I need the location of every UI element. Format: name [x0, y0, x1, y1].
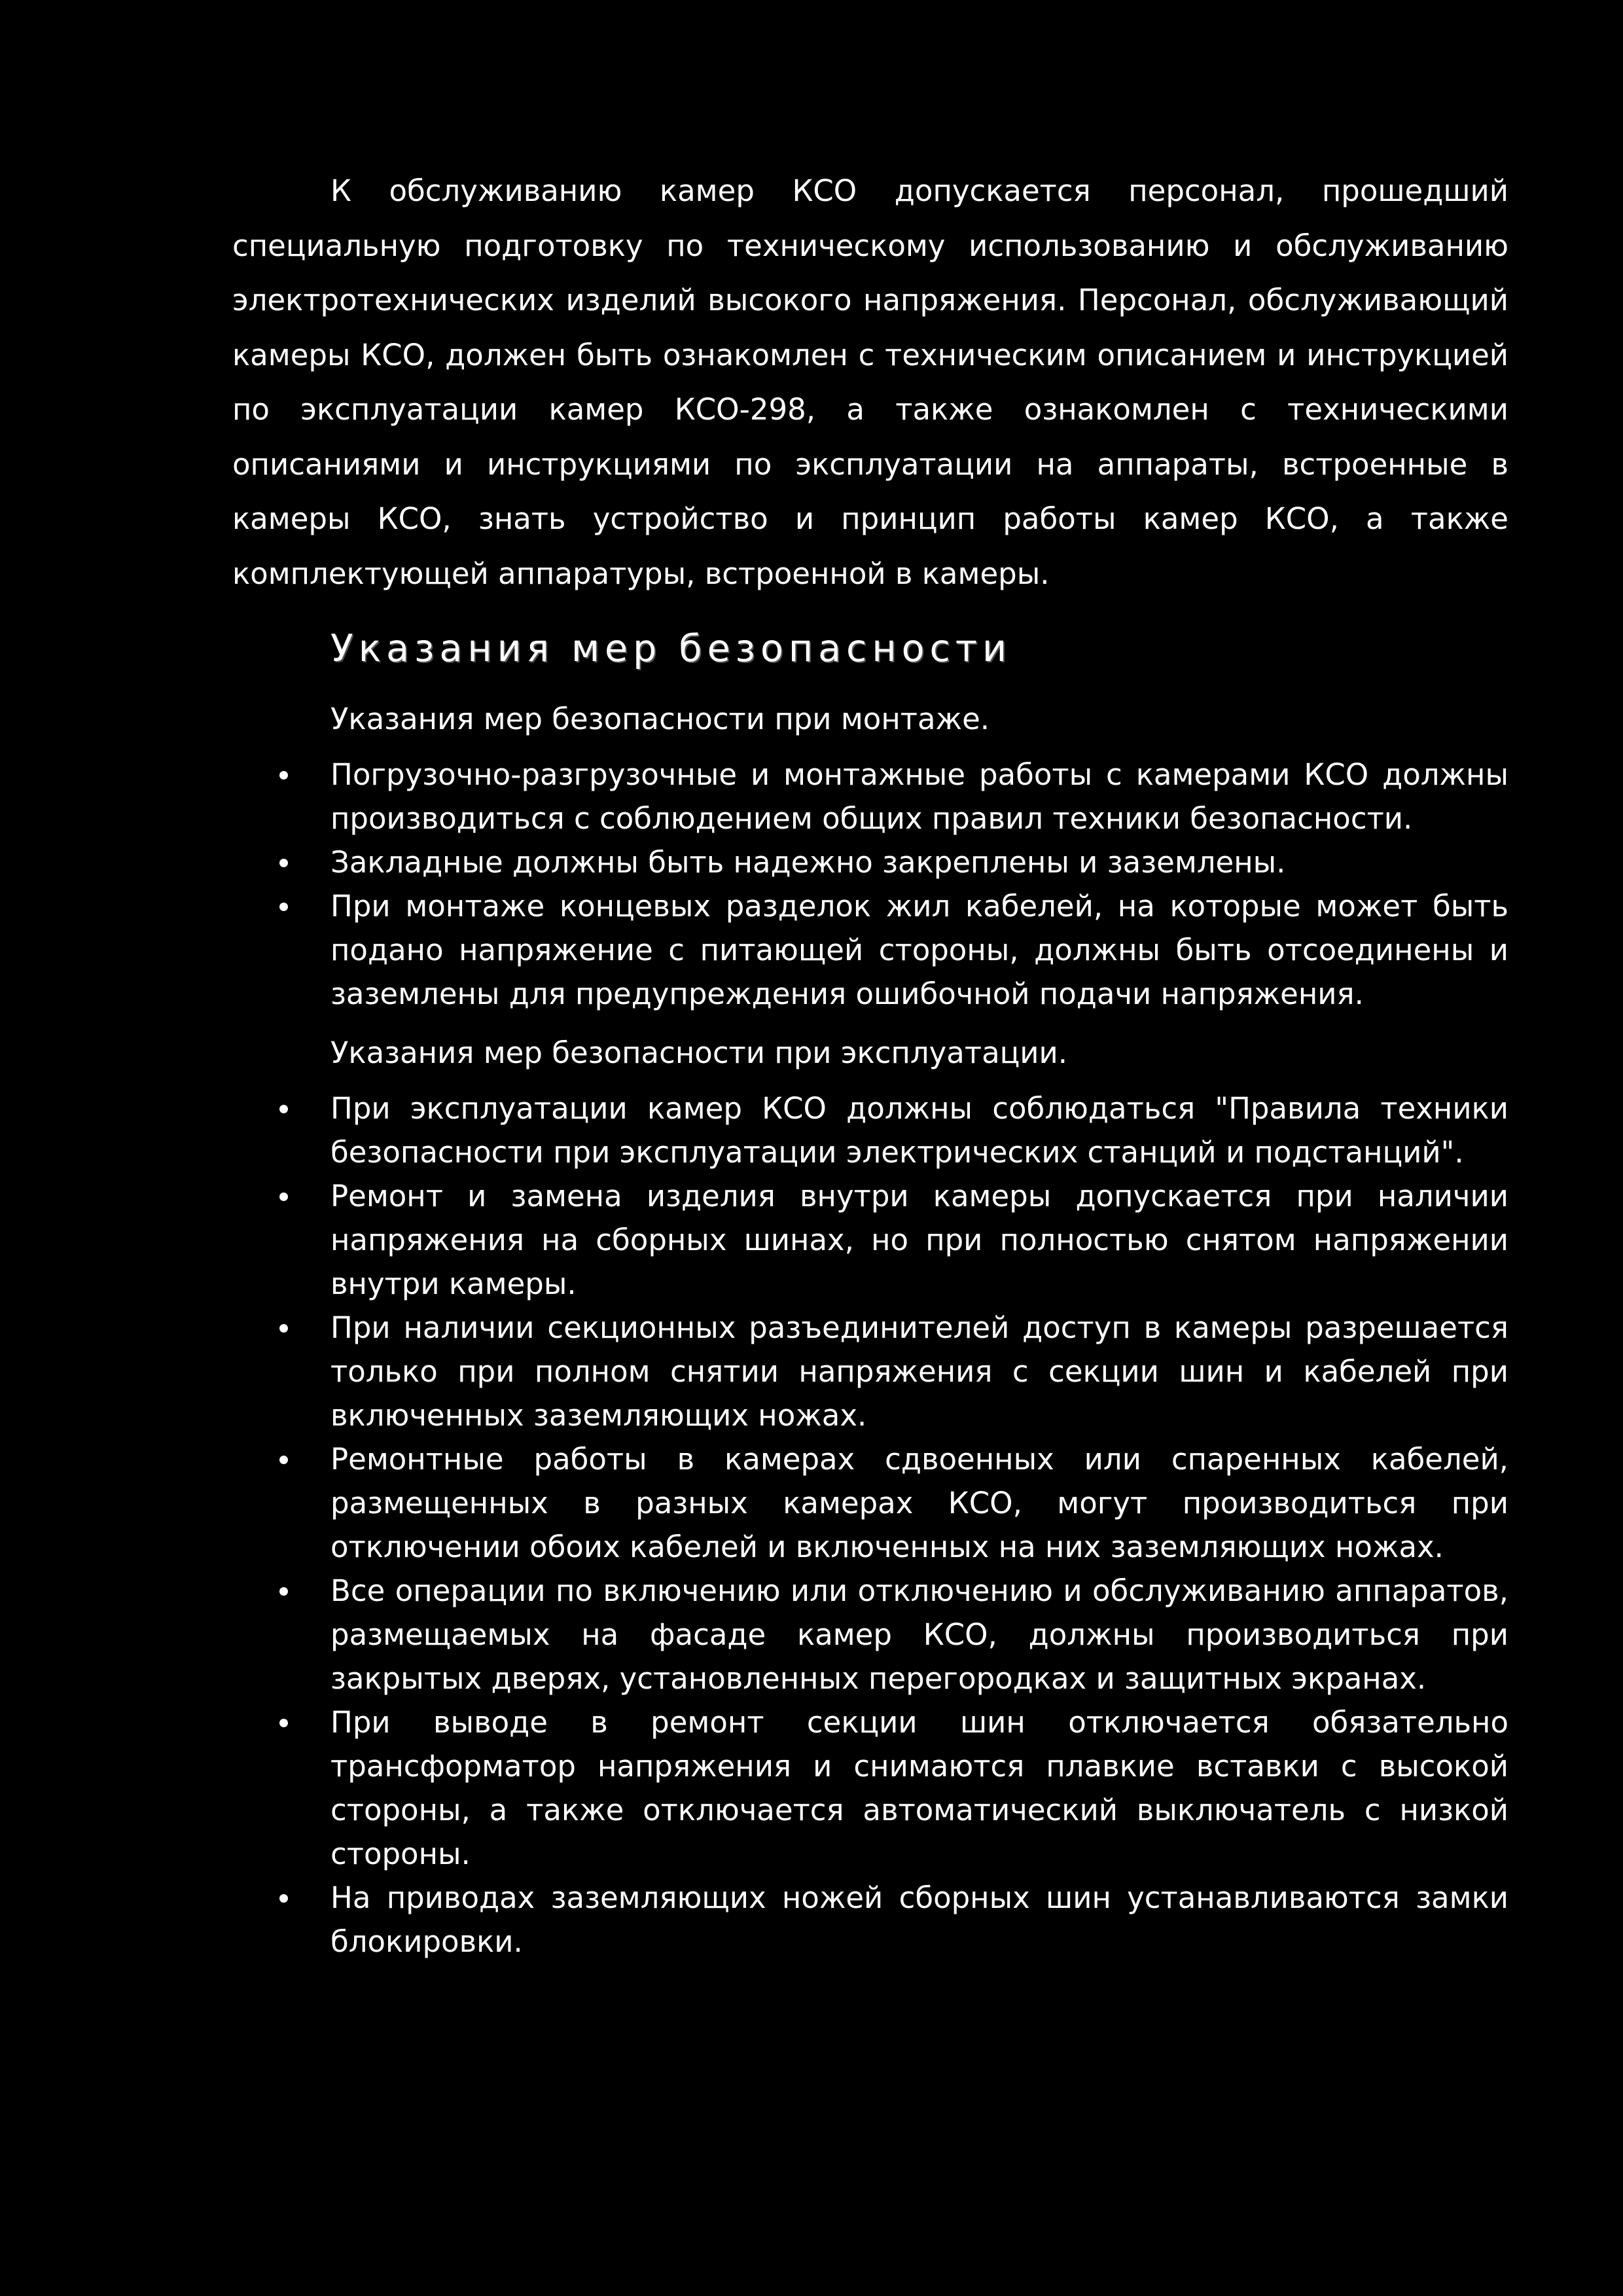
list-item-text: При наличии секционных разъединителей доступ в камеры разрешается только при полном снятии напряжения с секции шин и кабелей при включенных заземляющих ножах. [330, 1310, 1508, 1433]
operation-list [232, 1086, 1508, 1964]
list-item-text: На приводах заземляющих ножей сборных шин устанавливаются замки блокировки. [330, 1880, 1508, 1959]
bullet-icon [279, 903, 288, 911]
list-item-text: При эксплуатации камер КСО должны соблюдаться "Правила техники безопасности при эксплуатации электрических станций и подстанций". [330, 1091, 1508, 1170]
list-item [232, 840, 1508, 884]
list-item [232, 1876, 1508, 1964]
list-item-text: При выводе в ремонт секции шин отключается обязательно трансформатор напряжения и снимаются плавкие вставки с высокой стороны, а также отключается автоматический выключатель с низкой стороны. [330, 1705, 1508, 1871]
list-item-text: Закладные должны быть надежно закреплены и заземлены. [330, 845, 1286, 880]
operation-subheading: Указания мер безопасности при эксплуатации. [330, 1035, 1068, 1070]
bullet-icon [279, 1719, 288, 1727]
list-item [232, 1700, 1508, 1876]
list-item [232, 884, 1508, 1016]
bullet-icon [279, 1587, 288, 1596]
list-item [232, 1086, 1508, 1174]
bullet-icon [279, 1324, 288, 1333]
bullet-icon [279, 859, 288, 867]
list-item [232, 1174, 1508, 1306]
bullet-icon [279, 771, 288, 780]
list-item-text: Погрузочно-разгрузочные и монтажные работы с камерами КСО должны производиться с соблюдением общих правил техники безопасности. [330, 757, 1508, 836]
bullet-icon [279, 1456, 288, 1464]
list-item-text: Ремонт и замена изделия внутри камеры допускается при наличии напряжения на сборных шинах, но при полностью снятом напряжении внутри камеры. [330, 1179, 1508, 1301]
mounting-list [232, 753, 1508, 1016]
list-item [232, 1569, 1508, 1700]
intro-paragraph: К обслуживанию камер КСО допускается персонал, прошедший специальную подготовку по техническому использованию и обслуживанию электротехнических изделий высокого напряжения. Персонал, обслуживающий камеры КСО, должен быть ознакомлен с техническим описанием и инструкцией по эксплуатации камер КСО-298, а также ознакомлен с техническими описаниями и инструкциями по эксплуатации на аппараты, встроенные в камеры КСО, знать устройство и принцип работы камер КСО, а также комплектующей аппаратуры, встроенной в камеры. [232, 173, 1508, 591]
list-item [232, 1306, 1508, 1437]
bullet-icon [279, 1105, 288, 1113]
list-item [232, 1437, 1508, 1569]
document-page [232, 164, 1508, 1964]
mounting-subheading: Указания мер безопасности при монтаже. [330, 702, 990, 736]
list-item-text: При монтаже концевых разделок жил кабелей, на которые может быть подано напряжение с питающей стороны, должны быть отсоединены и заземлены для предупреждения ошибочной подачи напряжения. [330, 889, 1508, 1011]
list-item [232, 753, 1508, 840]
list-item-text: Ремонтные работы в камерах сдвоенных или спаренных кабелей, размещенных в разных камерах КСО, могут производиться при отключении обоих кабелей и включенных на них заземляющих ножах. [330, 1442, 1508, 1564]
bullet-icon [279, 1894, 288, 1903]
section-heading: Указания мер безопасности [330, 627, 1012, 670]
list-item-text: Все операции по включению или отключению и обслуживанию аппаратов, размещаемых на фасаде камер КСО, должны производиться при закрытых дверях, установленных перегородках и защитных экранах. [330, 1573, 1508, 1696]
bullet-icon [279, 1193, 288, 1201]
